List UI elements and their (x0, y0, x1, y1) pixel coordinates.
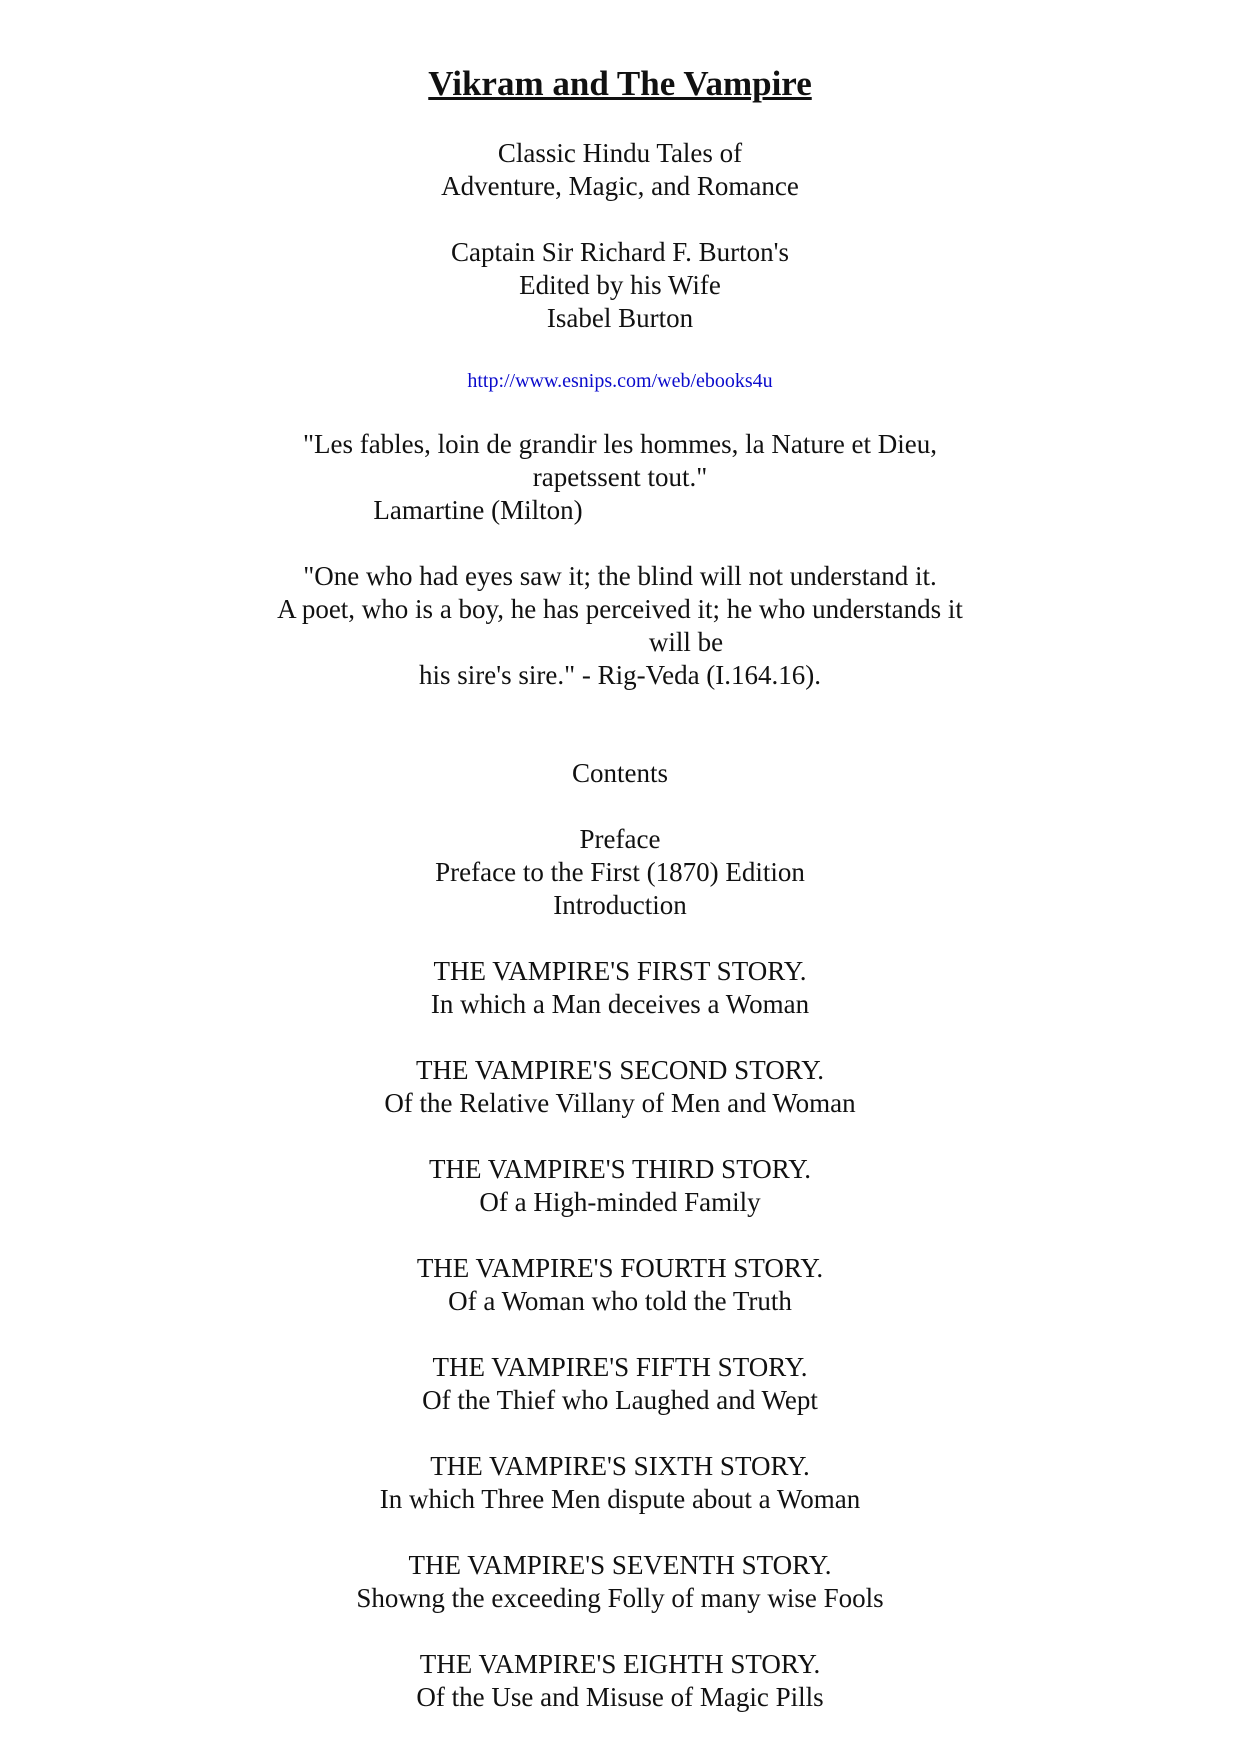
epigraph-1-source: Lamartine (Milton) (373, 495, 583, 525)
toc-story-5-subtitle: Of the Thief who Laughed and Wept (422, 1385, 818, 1415)
subtitle-line-2: Adventure, Magic, and Romance (441, 171, 799, 201)
toc-preface: Preface (579, 824, 661, 854)
toc-story-3-subtitle: Of a High-minded Family (479, 1187, 761, 1217)
toc-story-2-heading: THE VAMPIRE'S SECOND STORY. (416, 1055, 824, 1085)
toc-story-3-heading: THE VAMPIRE'S THIRD STORY. (429, 1154, 811, 1184)
toc-story-7-heading: THE VAMPIRE'S SEVENTH STORY. (408, 1550, 832, 1580)
epigraph-1-line-2: rapetssent tout." (532, 462, 708, 492)
toc-preface-first-edition: Preface to the First (1870) Edition (435, 857, 805, 887)
attribution-author: Captain Sir Richard F. Burton's (451, 237, 789, 267)
attribution-editor: Edited by his Wife (519, 270, 721, 300)
epigraph-2-line-3: will be (648, 627, 724, 657)
attribution-editor-name: Isabel Burton (546, 303, 694, 333)
toc-story-6-heading: THE VAMPIRE'S SIXTH STORY. (430, 1451, 810, 1481)
toc-story-5-heading: THE VAMPIRE'S FIFTH STORY. (432, 1352, 808, 1382)
toc-story-4-heading: THE VAMPIRE'S FOURTH STORY. (416, 1253, 824, 1283)
epigraph-1-line-1: "Les fables, loin de grandir les hommes, la Nature et Dieu, (302, 429, 938, 459)
toc-story-8-subtitle: Of the Use and Misuse of Magic Pills (416, 1682, 824, 1712)
ebook-link[interactable]: http://www.esnips.com/web/ebooks4u (467, 370, 773, 392)
epigraph-2-line-1: "One who had eyes saw it; the blind will not understand it. (303, 561, 937, 591)
epigraph-2-line-2: A poet, who is a boy, he has perceived it; he who understands it (277, 594, 963, 624)
epigraph-2-line-4: his sire's sire." - Rig-Veda (I.164.16). (418, 660, 822, 690)
contents-heading: Contents (571, 758, 668, 788)
toc-story-7-subtitle: Showng the exceeding Folly of many wise Fools (356, 1583, 884, 1613)
toc-introduction: Introduction (553, 890, 687, 920)
toc-story-6-subtitle: In which Three Men dispute about a Woman (379, 1484, 861, 1514)
document-title: Vikram and The Vampire (428, 64, 812, 103)
subtitle-line-1: Classic Hindu Tales of (497, 138, 743, 168)
toc-story-4-subtitle: Of a Woman who told the Truth (448, 1286, 792, 1316)
toc-story-8-heading: THE VAMPIRE'S EIGHTH STORY. (419, 1649, 821, 1679)
toc-story-2-subtitle: Of the Relative Villany of Men and Woman (384, 1088, 856, 1118)
toc-story-1-heading: THE VAMPIRE'S FIRST STORY. (433, 956, 807, 986)
toc-story-1-subtitle: In which a Man deceives a Woman (430, 989, 810, 1019)
